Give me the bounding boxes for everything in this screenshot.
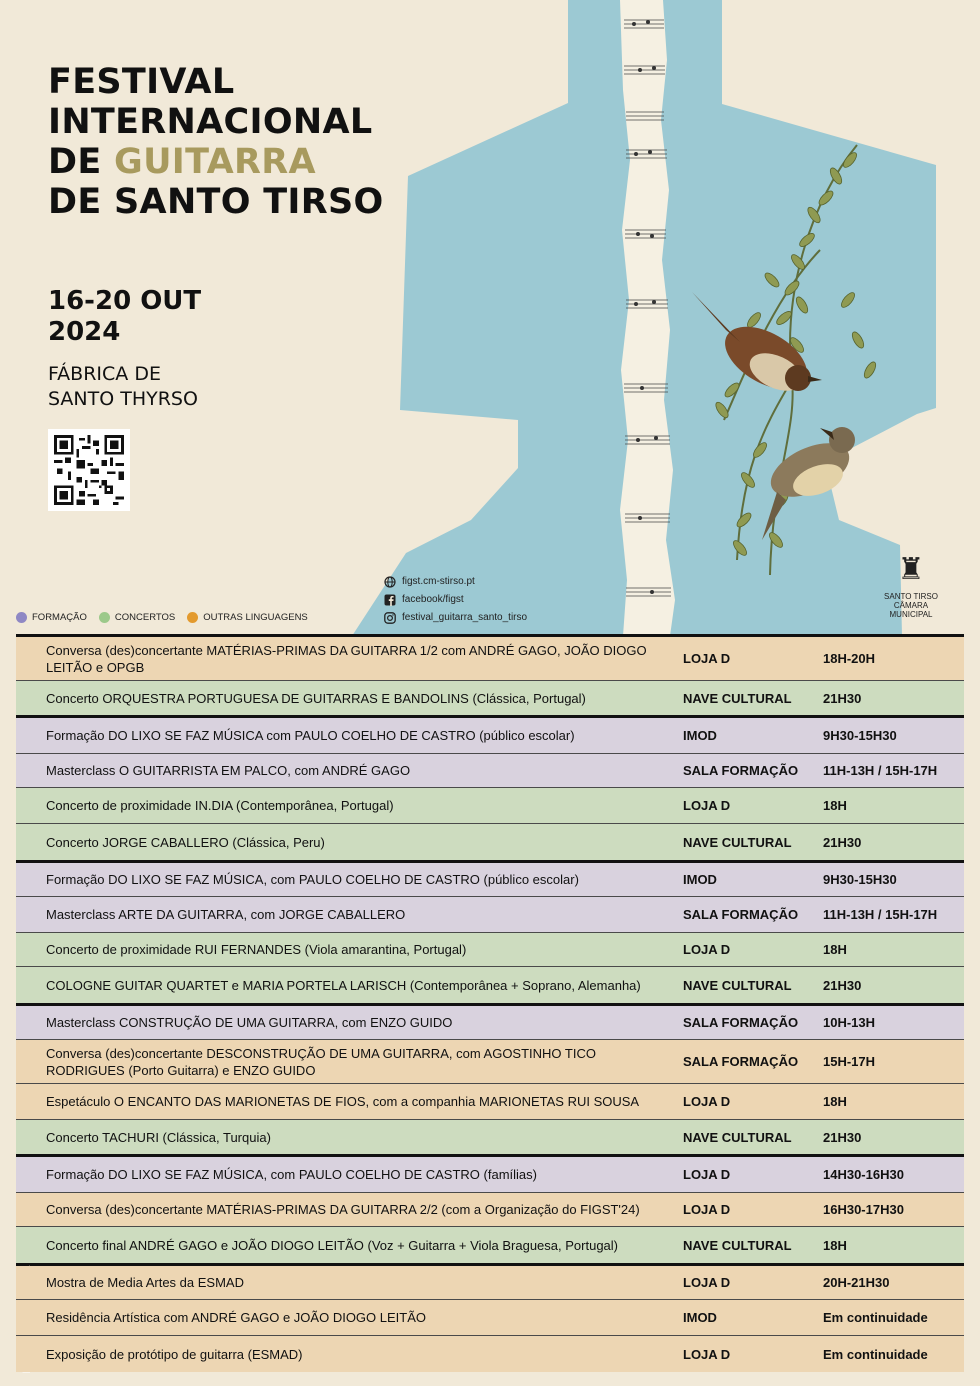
schedule-day <box>16 1003 964 1154</box>
festival-schedule <box>16 634 964 1372</box>
event-place: SALA FORMAÇÃO <box>683 1054 799 1069</box>
event-time: 20H-21H30 <box>823 1275 890 1290</box>
venue-line-1: FÁBRICA DE <box>48 363 161 385</box>
title-line-1: FESTIVAL <box>48 62 235 102</box>
event-place: NAVE CULTURAL <box>683 1129 792 1145</box>
event-name: Masterclass ARTE DA GUITARRA, com JORGE CABALLERO <box>46 907 406 922</box>
dates-line-2: 2024 <box>48 317 121 347</box>
event-place: LOJA D <box>683 1346 731 1362</box>
festival-venue <box>48 362 198 412</box>
venue-line-2: SANTO THYRSO <box>48 388 198 410</box>
event-place: LOJA D <box>683 1094 731 1109</box>
legend-label: CONCERTOS <box>114 612 176 623</box>
event-place: LOJA D <box>683 1202 731 1217</box>
title-accent-word: GUITARRA <box>114 142 316 182</box>
legend-label: FORMAÇÃO <box>32 612 87 623</box>
globe-icon <box>384 576 396 588</box>
title-line-3 <box>48 142 384 182</box>
event-time: 21H30 <box>823 1129 862 1145</box>
schedule-row <box>16 897 964 933</box>
event-name: Mostra de Media Artes da ESMAD <box>46 1275 244 1290</box>
schedule-row <box>16 967 964 1003</box>
event-time: 18H <box>823 942 847 957</box>
schedule-row <box>16 1300 964 1336</box>
event-time: 18H <box>823 1094 847 1109</box>
schedule-row <box>16 1266 964 1300</box>
event-name: Formação DO LIXO SE FAZ MÚSICA, com PAULO COELHO DE CASTRO (famílias) <box>46 1167 537 1182</box>
schedule-day <box>16 634 964 715</box>
event-name: Masterclass O GUITARRISTA EM PALCO, com ANDRÉ GAGO <box>46 763 411 778</box>
event-place: IMOD <box>683 1310 717 1325</box>
facebook-text: facebook/figst <box>402 594 464 605</box>
event-time: 11H-13H / 15H-17H <box>823 907 938 922</box>
website-link[interactable] <box>384 573 527 591</box>
event-name: Conversa (des)concertante DESCONSTRUÇÃO DE UMA GUITARRA, com AGOSTINHO TICO RODRIGUES (Porto Guitarra) e ENZO GUIDO <box>46 1045 596 1078</box>
schedule-day <box>16 715 964 860</box>
event-place: IMOD <box>683 728 717 743</box>
schedule-row <box>16 788 964 824</box>
schedule-row <box>16 754 964 788</box>
event-time: 9H30-15H30 <box>823 872 897 887</box>
logo-line-2: CÂMARA MUNICIPAL <box>889 601 933 619</box>
event-name: Formação DO LIXO SE FAZ MÚSICA, com PAULO COELHO DE CASTRO (público escolar) <box>46 872 579 887</box>
event-name: Concerto JORGE CABALLERO (Clássica, Peru) <box>46 834 325 850</box>
schedule-row <box>16 824 964 860</box>
event-time: 10H-13H <box>823 1015 876 1030</box>
event-time: 21H30 <box>823 690 862 706</box>
event-place: LOJA D <box>683 1275 731 1290</box>
event-place: NAVE CULTURAL <box>683 834 792 850</box>
event-time: 11H-13H / 15H-17H <box>823 763 938 778</box>
qr-code[interactable] <box>48 429 130 511</box>
schedule-row <box>16 1120 964 1154</box>
schedule-day <box>16 860 964 1003</box>
event-time: 9H30-15H30 <box>823 728 897 743</box>
schedule-row <box>16 1336 964 1372</box>
event-name: Concerto final ANDRÉ GAGO e JOÃO DIOGO LEITÃO (Voz + Guitarra + Viola Braguesa, Portugal) <box>46 1237 618 1253</box>
schedule-row <box>16 1040 964 1084</box>
event-name: Masterclass CONSTRUÇÃO DE UMA GUITARRA, com ENZO GUIDO <box>46 1015 453 1030</box>
instagram-link[interactable] <box>384 609 527 627</box>
event-name: Conversa (des)concertante MATÉRIAS-PRIMAS DA GUITARRA 1/2 com ANDRÉ GAGO, JOÃO DIOGO LEITÃO e OPGB <box>46 642 647 675</box>
legend-item-outras-linguagens <box>187 612 308 623</box>
event-place: LOJA D <box>683 798 731 813</box>
event-place: NAVE CULTURAL <box>683 1237 792 1253</box>
event-name: Conversa (des)concertante MATÉRIAS-PRIMAS DA GUITARRA 2/2 (com a Organização do FIGST'24) <box>46 1202 640 1217</box>
schedule-row <box>16 1006 964 1040</box>
festival-dates <box>48 286 201 348</box>
dates-line-1: 16-20 OUT <box>48 286 202 316</box>
legend-dot <box>187 612 198 623</box>
title-line-4: DE SANTO TIRSO <box>48 182 384 222</box>
event-place: SALA FORMAÇÃO <box>683 1015 799 1030</box>
event-time: 21H30 <box>823 834 862 850</box>
municipal-crest-icon: ♜ <box>897 553 925 586</box>
guitar-collage-illustration <box>352 0 980 636</box>
festival-title <box>48 62 384 222</box>
event-time: 18H <box>823 1237 847 1253</box>
event-name: Concerto ORQUESTRA PORTUGUESA DE GUITARRAS E BANDOLINS (Clássica, Portugal) <box>46 690 586 706</box>
event-name: Concerto de proximidade IN.DIA (Contemporânea, Portugal) <box>46 798 394 813</box>
event-name: COLOGNE GUITAR QUARTET e MARIA PORTELA LARISCH (Contemporânea + Soprano, Alemanha) <box>46 977 641 993</box>
event-name: Formação DO LIXO SE FAZ MÚSICA com PAULO COELHO DE CASTRO (público escolar) <box>46 728 575 743</box>
title-line-3-prefix: DE <box>48 142 115 182</box>
event-name: Concerto de proximidade RUI FERNANDES (Viola amarantina, Portugal) <box>46 942 467 957</box>
event-time: 18H-20H <box>823 651 876 666</box>
event-name: Residência Artística com ANDRÉ GAGO e JOÃO DIOGO LEITÃO <box>46 1310 426 1325</box>
facebook-icon <box>384 594 396 606</box>
legend-dot <box>16 612 27 623</box>
schedule-row <box>16 718 964 754</box>
event-place: SALA FORMAÇÃO <box>683 907 799 922</box>
schedule-row <box>16 637 964 681</box>
schedule-row <box>16 681 964 715</box>
event-time: Em continuidade <box>823 1310 928 1325</box>
event-place: NAVE CULTURAL <box>683 977 792 993</box>
facebook-link[interactable] <box>384 591 527 609</box>
event-place: LOJA D <box>683 1167 731 1182</box>
schedule-row <box>16 1084 964 1120</box>
event-place: LOJA D <box>683 942 731 957</box>
event-time: 15H-17H <box>823 1054 876 1069</box>
event-time: Em continuidade <box>823 1346 928 1362</box>
legend-item-concertos <box>99 612 175 623</box>
schedule-day <box>16 1263 964 1372</box>
schedule-row <box>16 1227 964 1263</box>
event-time: 21H30 <box>823 977 862 993</box>
legend-label: OUTRAS LINGUAGENS <box>203 612 308 623</box>
event-name: Concerto TACHURI (Clássica, Turquia) <box>46 1129 271 1145</box>
event-time: 14H30-16H30 <box>823 1167 904 1182</box>
qr-code-icon <box>54 435 124 505</box>
schedule-row <box>16 933 964 967</box>
schedule-row <box>16 1157 964 1193</box>
event-time: 16H30-17H30 <box>823 1202 904 1217</box>
event-place: NAVE CULTURAL <box>683 690 792 706</box>
title-line-2: INTERNACIONAL <box>48 102 373 142</box>
schedule-day <box>16 1154 964 1263</box>
category-legend <box>16 612 308 623</box>
schedule-row <box>16 1193 964 1227</box>
instagram-icon <box>384 612 396 624</box>
social-links <box>384 573 527 627</box>
legend-dot <box>99 612 110 623</box>
event-place: SALA FORMAÇÃO <box>683 763 799 778</box>
website-text: figst.cm-stirso.pt <box>402 576 475 587</box>
logo-line-1: SANTO TIRSO <box>884 592 938 601</box>
schedule-row <box>16 863 964 897</box>
event-name: Exposição de protótipo de guitarra (ESMAD) <box>46 1346 303 1362</box>
event-time: 18H <box>823 798 847 813</box>
santo-tirso-logo <box>872 548 950 619</box>
event-place: IMOD <box>683 872 717 887</box>
legend-item-formacao <box>16 612 87 623</box>
event-place: LOJA D <box>683 651 731 666</box>
event-name: Espetáculo O ENCANTO DAS MARIONETAS DE FIOS, com a companhia MARIONETAS RUI SOUSA <box>46 1094 640 1109</box>
instagram-text: festival_guitarra_santo_tirso <box>402 612 528 623</box>
